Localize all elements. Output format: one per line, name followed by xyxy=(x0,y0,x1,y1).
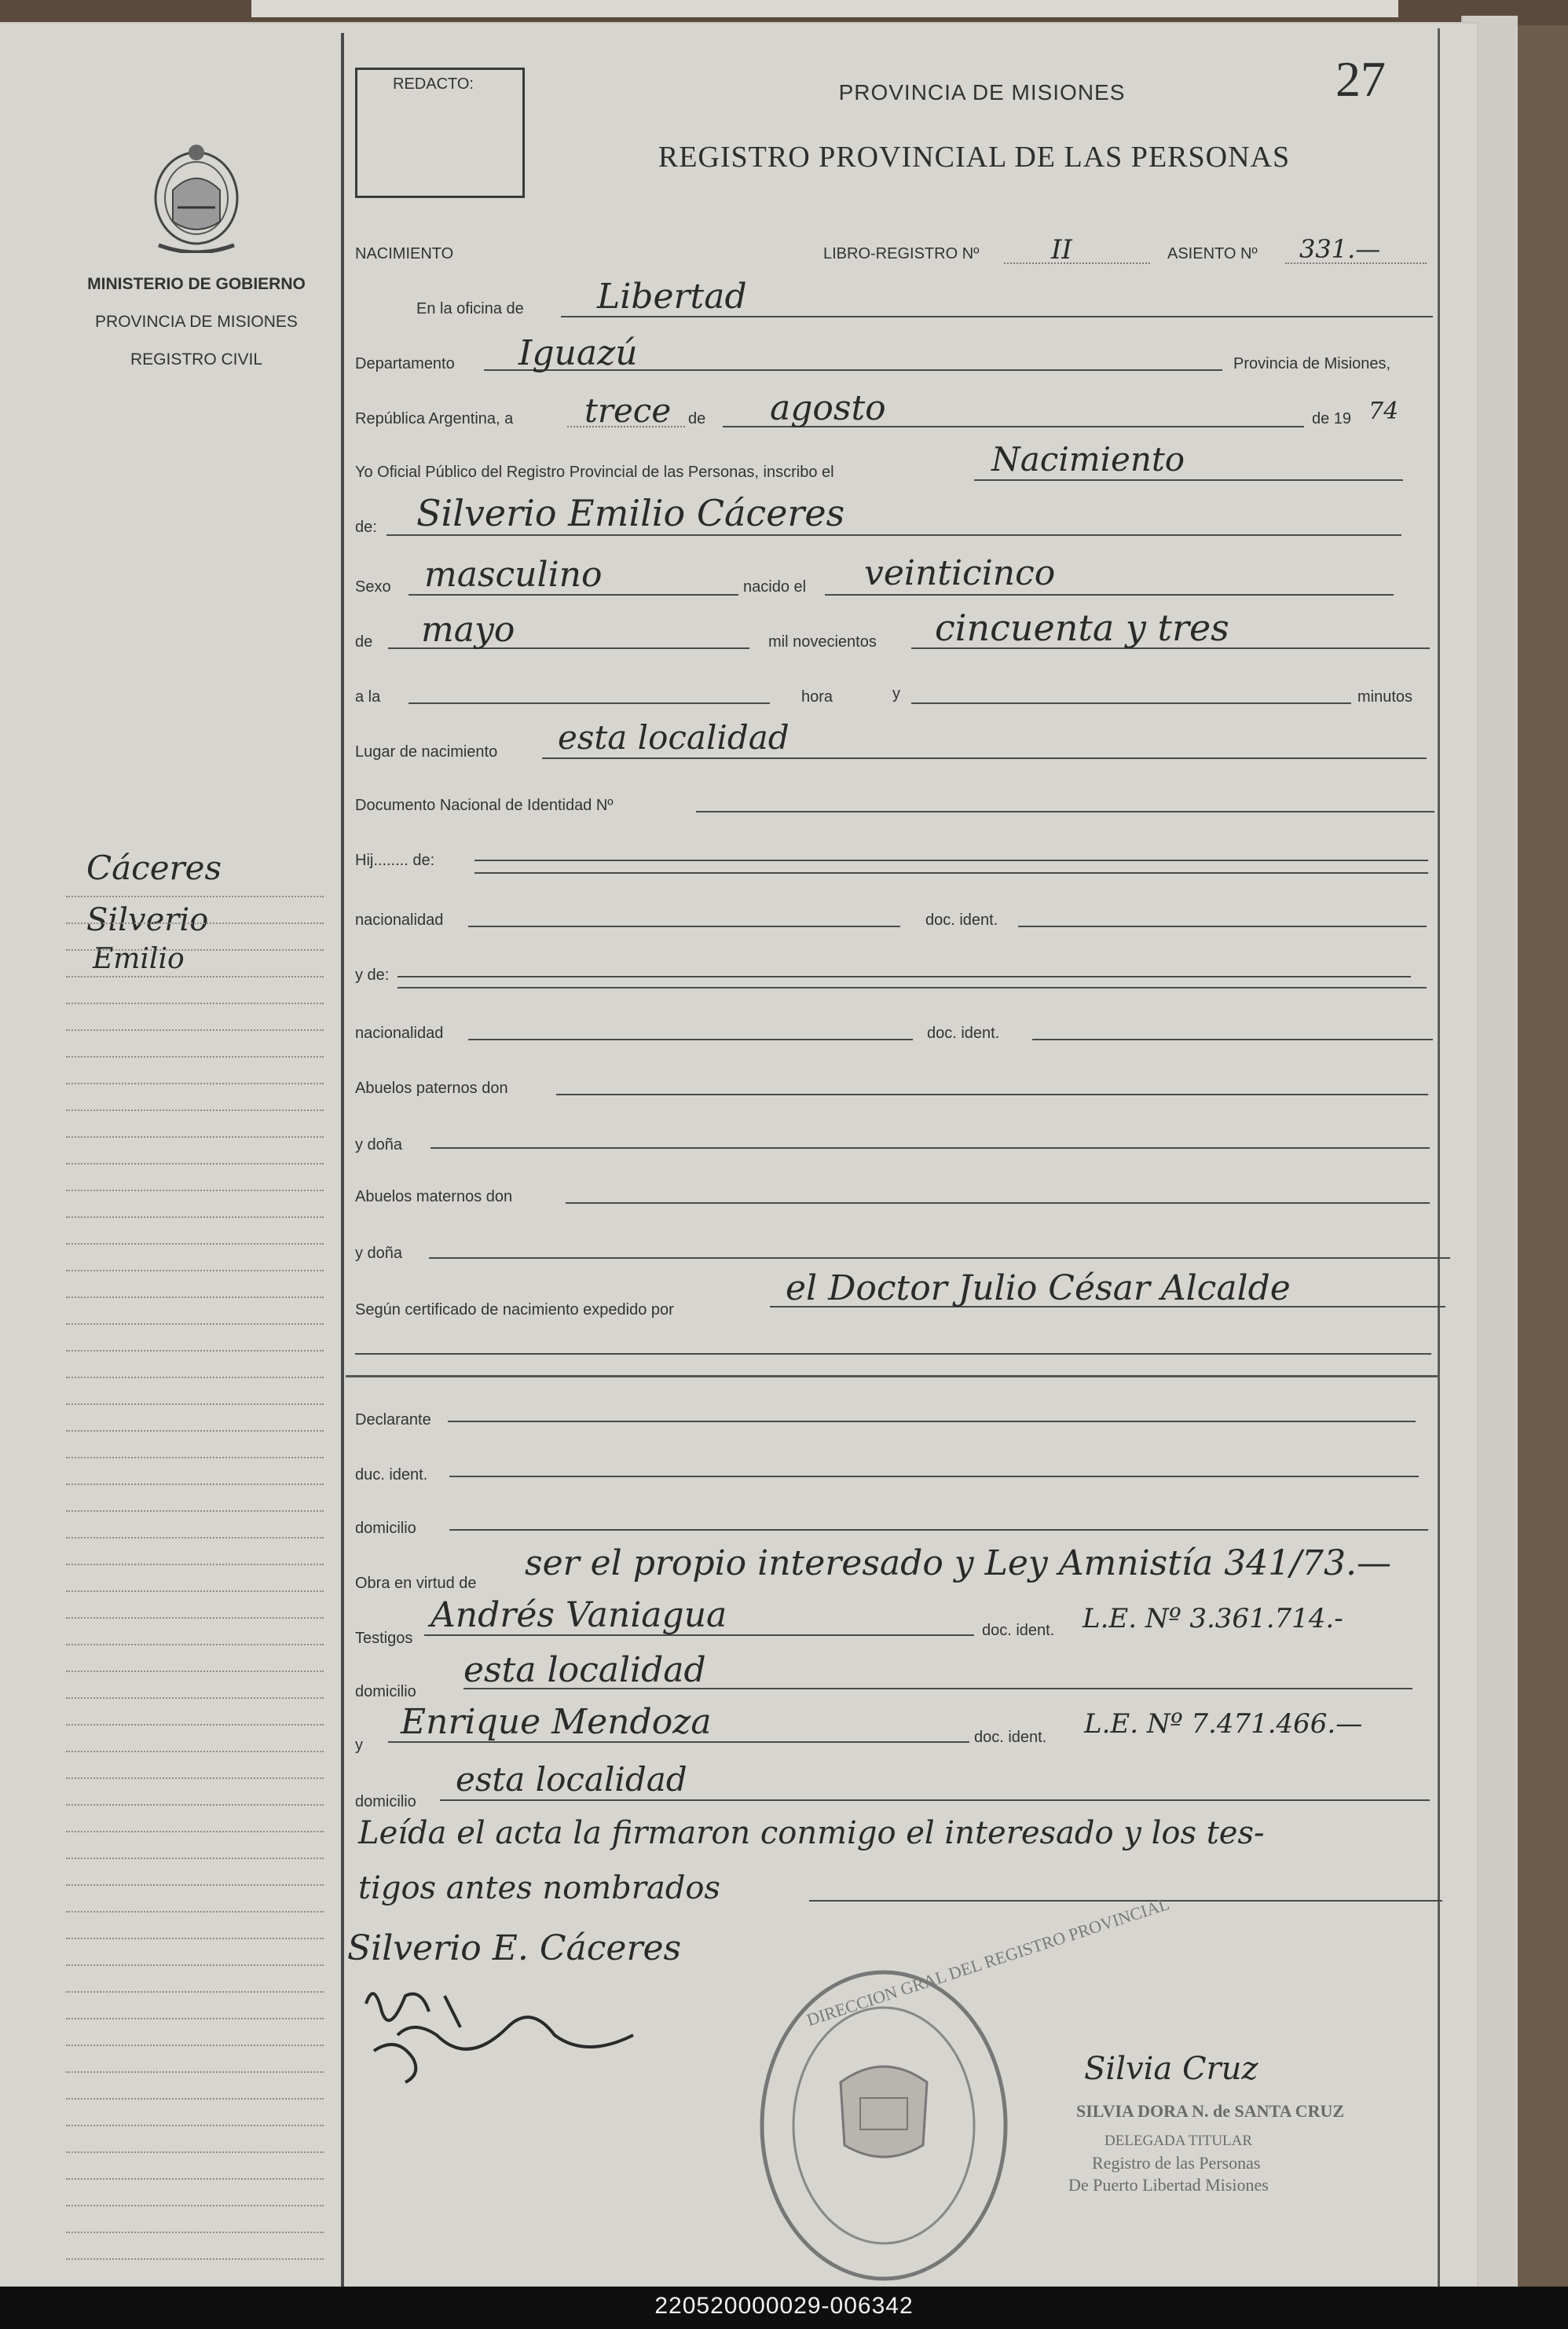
margin-ruled-line xyxy=(66,1564,324,1565)
registry-title: REGISTRO PROVINCIAL DE LAS PERSONAS xyxy=(658,141,1291,174)
margin-ruled-line xyxy=(66,1911,324,1913)
margin-ruled-line xyxy=(66,1403,324,1405)
domicilio-label-2: domicilio xyxy=(355,1683,416,1700)
seal-stamp-icon xyxy=(754,1964,1013,2287)
civil-registry-heading: REGISTRO CIVIL xyxy=(130,350,263,369)
y-de-line-2 xyxy=(397,987,1427,988)
margin-ruled-line xyxy=(66,1991,324,1993)
doc-ident-label-2: doc. ident. xyxy=(927,1025,1000,1042)
margin-ruled-line xyxy=(66,2178,324,2180)
margin-ruled-line xyxy=(66,2018,324,2019)
dni-label: Documento Nacional de Identidad Nº xyxy=(355,797,614,814)
hour-line xyxy=(408,702,770,704)
inscribo-line xyxy=(974,479,1403,481)
margin-ruled-line xyxy=(66,1136,324,1138)
margin-ruled-line xyxy=(66,1724,324,1726)
margin-ruled-line xyxy=(66,1884,324,1886)
margin-ruled-line xyxy=(66,2258,324,2260)
margin-ruled-line xyxy=(66,1617,324,1619)
margin-ruled-line xyxy=(66,1804,324,1806)
sexo-label: Sexo xyxy=(355,578,391,596)
margin-ruled-line xyxy=(66,922,324,924)
margin-ruled-line xyxy=(66,976,324,977)
margin-ruled-line xyxy=(66,1537,324,1539)
libro-label: LIBRO-REGISTRO Nº xyxy=(823,245,980,262)
margin-middle-name: Emilio xyxy=(93,943,185,975)
oficina-value: Libertad xyxy=(597,277,747,317)
year-prefix: de 19 xyxy=(1312,410,1352,427)
domicilio-label-1: domicilio xyxy=(355,1520,416,1537)
nacionalidad-label-1: nacionalidad xyxy=(355,911,444,929)
y-dona-label-2: y doña xyxy=(355,1245,403,1262)
margin-ruled-line xyxy=(66,1297,324,1298)
departamento-label: Departamento xyxy=(355,355,455,372)
page-number: 27 xyxy=(1335,51,1386,107)
margin-ruled-line xyxy=(66,2232,324,2233)
oficina-label: En la oficina de xyxy=(416,300,524,317)
nacionalidad-line-1 xyxy=(468,926,900,927)
margin-ruled-line xyxy=(66,1430,324,1432)
official-role: DELEGADA TITULAR xyxy=(1105,2133,1253,2149)
margin-ruled-line xyxy=(66,1163,324,1164)
margin-ruled-line xyxy=(66,1484,324,1485)
margin-ruled-line xyxy=(66,1964,324,1966)
testigo1-name: Andrés Vaniagua xyxy=(430,1595,727,1635)
y-dona-label-1: y doña xyxy=(355,1136,403,1153)
margin-divider xyxy=(341,33,344,2288)
departamento-value: Iguazú xyxy=(518,333,638,373)
certificado-label: Según certificado de nacimiento expedido por xyxy=(355,1301,674,1319)
domicilio-label-3: domicilio xyxy=(355,1793,416,1810)
libro-value: II xyxy=(1051,234,1072,266)
lugar-value: esta localidad xyxy=(558,718,789,757)
province-title: PROVINCIA DE MISIONES xyxy=(838,80,1126,105)
margin-ruled-line xyxy=(66,1003,324,1004)
day-de-label: de xyxy=(688,410,706,427)
asiento-label: ASIENTO Nº xyxy=(1167,245,1258,262)
margin-ruled-line xyxy=(66,1216,324,1218)
margin-ruled-line xyxy=(66,1377,324,1378)
margin-ruled-line xyxy=(66,1858,324,1859)
lugar-label: Lugar de nacimiento xyxy=(355,743,498,761)
margin-ruled-line xyxy=(66,1323,324,1325)
testigo1-doc-label: doc. ident. xyxy=(982,1622,1055,1639)
margin-ruled-line xyxy=(66,2125,324,2126)
declarante-doc-label: duc. ident. xyxy=(355,1466,428,1484)
testigo2-doc-label: doc. ident. xyxy=(974,1729,1047,1746)
margin-ruled-line xyxy=(66,1270,324,1271)
margin-ruled-line xyxy=(66,1083,324,1084)
obra-label: Obra en virtud de xyxy=(355,1575,477,1592)
nacido-label: nacido el xyxy=(743,578,807,596)
testigos-label: Testigos xyxy=(355,1630,413,1647)
margin-ruled-line xyxy=(66,1243,324,1245)
domicilio-line-3 xyxy=(440,1799,1430,1801)
declarante-doc-line xyxy=(449,1476,1419,1477)
section-separator xyxy=(346,1375,1438,1377)
coat-of-arms-icon xyxy=(143,135,250,253)
year-value: 74 xyxy=(1368,398,1399,425)
closing-line-rule xyxy=(809,1900,1442,1902)
provincia-suffix: Provincia de Misiones, xyxy=(1233,355,1391,372)
margin-ruled-line xyxy=(66,1697,324,1699)
person-line xyxy=(387,534,1401,536)
asiento-value: 331.— xyxy=(1299,234,1381,264)
dni-line xyxy=(696,811,1434,812)
image-id: 220520000029-006342 xyxy=(654,2293,914,2319)
doc-ident-line-2 xyxy=(1032,1039,1433,1040)
hij-line-2 xyxy=(474,872,1428,874)
margin-ruled-line xyxy=(66,2098,324,2100)
closing-line-1: Leída el acta la firmaron conmigo el interesado y los tes- xyxy=(358,1815,1265,1851)
month-value: agosto xyxy=(770,388,886,428)
margin-ruled-line xyxy=(66,2205,324,2206)
testigo2-prefix: y xyxy=(355,1737,363,1754)
doc-ident-line-1 xyxy=(1018,926,1427,927)
margin-ruled-line xyxy=(66,1671,324,1672)
margin-ruled-line xyxy=(66,1457,324,1458)
hij-line-1 xyxy=(474,860,1428,861)
certificado-line-2 xyxy=(355,1353,1431,1355)
margin-first-name: Silverio xyxy=(86,902,209,938)
domicilio-line-1 xyxy=(449,1529,1428,1531)
minutes-line xyxy=(911,702,1351,704)
signature-interesado: Silverio E. Cáceres xyxy=(347,1928,682,1968)
act-type-label: NACIMIENTO xyxy=(355,245,454,262)
margin-ruled-line xyxy=(66,2071,324,2073)
hij-label: Hij........ de: xyxy=(355,852,435,869)
margin-ruled-line xyxy=(66,1056,324,1058)
y-dona-line-2 xyxy=(429,1257,1450,1259)
signature-testigos xyxy=(350,1972,680,2090)
inscribo-label: Yo Oficial Público del Registro Provincial de las Personas, inscribo el xyxy=(355,464,834,481)
margin-ruled-line xyxy=(66,1831,324,1832)
testigo2-domicilio: esta localidad xyxy=(456,1760,687,1799)
margin-ruled-line xyxy=(66,2151,324,2153)
margin-ruled-line xyxy=(66,1350,324,1352)
margin-ruled-line xyxy=(66,1938,324,1939)
a-la-label: a la xyxy=(355,688,381,706)
margin-ruled-line xyxy=(66,949,324,951)
ministry-heading: MINISTERIO DE GOBIERNO xyxy=(87,275,306,293)
libro-line xyxy=(1004,262,1150,264)
certificado-value: el Doctor Julio César Alcalde xyxy=(786,1268,1291,1308)
abuelos-maternos-line xyxy=(566,1202,1430,1204)
republica-label: República Argentina, a xyxy=(355,410,514,427)
right-border xyxy=(1438,28,1440,2287)
official-name: SILVIA DORA N. de SANTA CRUZ xyxy=(1076,2101,1345,2121)
margin-ruled-line xyxy=(66,1190,324,1191)
testigo2-doc: L.E. Nº 7.471.466.— xyxy=(1084,1708,1363,1740)
de2-label: de xyxy=(355,633,373,651)
hora-label: hora xyxy=(801,688,833,706)
abuelos-paternos-line xyxy=(556,1094,1428,1095)
nacionalidad-label-2: nacionalidad xyxy=(355,1025,444,1042)
margin-ruled-line xyxy=(66,896,324,897)
margin-ruled-line xyxy=(66,1644,324,1645)
stamp-ring-text: DIRECCION GRAL DEL REGISTRO PROVINCIAL xyxy=(804,1893,1172,2030)
nacido-line xyxy=(825,594,1394,596)
inscribo-value: Nacimiento xyxy=(991,440,1185,479)
margin-ruled-line xyxy=(66,1777,324,1779)
nacido-value: veinticinco xyxy=(864,553,1056,593)
margin-ruled-line xyxy=(66,1029,324,1031)
de-person-label: de: xyxy=(355,519,377,536)
margin-ruled-line xyxy=(66,2045,324,2046)
abuelos-paternos-label: Abuelos paternos don xyxy=(355,1080,508,1097)
declarante-line xyxy=(448,1421,1416,1422)
y-de-line-1 xyxy=(397,976,1411,977)
abuelos-maternos-label: Abuelos maternos don xyxy=(355,1188,513,1205)
day-value: trece xyxy=(584,391,672,430)
testigo1-doc: L.E. Nº 3.361.714.- xyxy=(1083,1603,1343,1634)
official-office-2: De Puerto Libertad Misiones xyxy=(1068,2175,1269,2195)
closing-line-2: tigos antes nombrados xyxy=(358,1870,720,1906)
testigo2-name: Enrique Mendoza xyxy=(401,1702,712,1742)
margin-ruled-line xyxy=(66,1510,324,1512)
margin-ruled-line xyxy=(66,1751,324,1752)
province-heading: PROVINCIA DE MISIONES xyxy=(95,313,298,331)
redacto-label: REDACTO: xyxy=(393,75,474,93)
doc-ident-label-1: doc. ident. xyxy=(925,911,998,929)
mil-label: mil novecientos xyxy=(768,633,877,651)
official-signature: Silvia Cruz xyxy=(1084,2051,1258,2087)
person-name: Silverio Emilio Cáceres xyxy=(416,492,845,534)
y-label: y xyxy=(892,685,900,702)
margin-ruled-line xyxy=(66,1109,324,1111)
obra-value: ser el propio interesado y Ley Amnistía 341/73.— xyxy=(525,1543,1391,1583)
margin-ruled-line xyxy=(66,1590,324,1592)
testigo1-domicilio: esta localidad xyxy=(463,1650,706,1690)
declarante-label: Declarante xyxy=(355,1411,431,1429)
nacionalidad-line-2 xyxy=(468,1039,913,1040)
birth-month: mayo xyxy=(421,610,515,650)
y-dona-line-1 xyxy=(430,1147,1430,1149)
underlying-page-edge xyxy=(251,0,1398,17)
lugar-line xyxy=(542,757,1427,759)
minutos-label: minutos xyxy=(1357,688,1413,706)
sexo-value: masculino xyxy=(424,555,603,595)
official-office-1: Registro de las Personas xyxy=(1092,2153,1261,2173)
birth-year-words: cincuenta y tres xyxy=(935,607,1229,649)
y-de-label: y de: xyxy=(355,966,390,984)
margin-surname: Cáceres xyxy=(86,849,222,887)
